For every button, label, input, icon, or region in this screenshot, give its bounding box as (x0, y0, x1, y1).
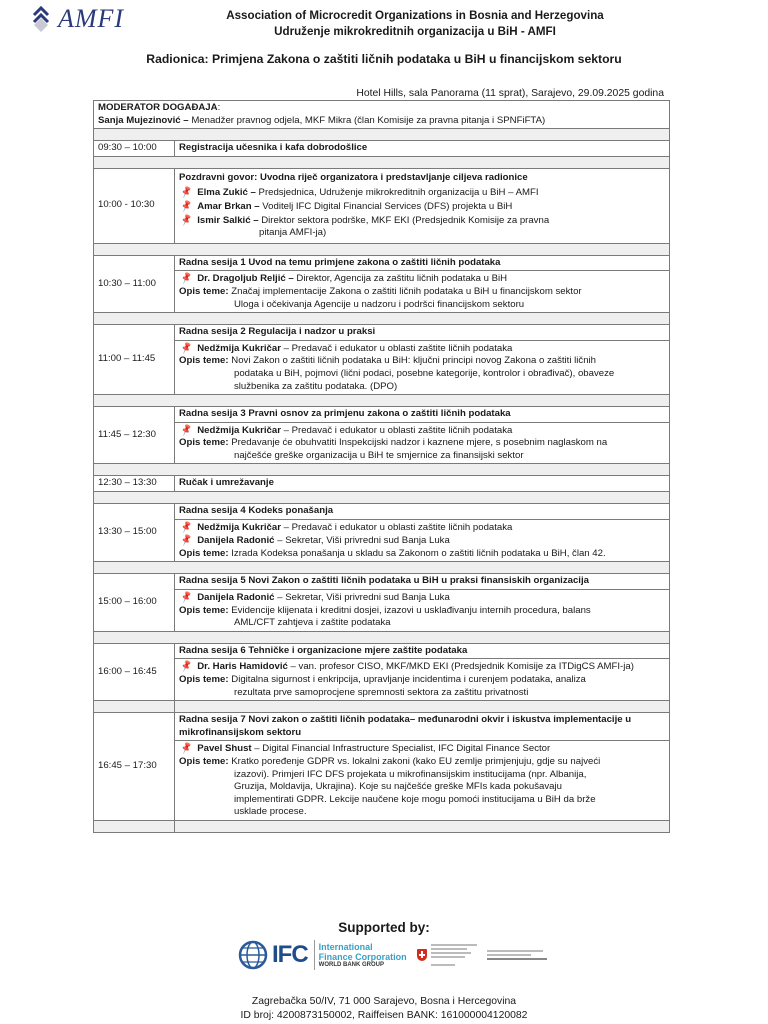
pushpin-icon: 📌 (179, 423, 194, 437)
moderator-name: Sanja Mujezinović – (98, 114, 189, 126)
session-5-details (94, 590, 670, 632)
footer (0, 995, 768, 1023)
moderator-row (94, 101, 670, 129)
topic-label: Opis teme: (179, 355, 229, 367)
speaker-role: – van. profesor CISO, MKF/MKD EKI (Predsjednik Komisije za ITDigCS AMFI-ja) (290, 661, 634, 673)
spacer-row (94, 313, 670, 325)
session-4-details (94, 519, 670, 562)
speaker-name: Ismir Salkić – (197, 214, 259, 226)
spacer-row (94, 820, 670, 832)
spacer-row (94, 243, 670, 255)
pushpin-icon: 📌 (179, 185, 194, 200)
time-cell: 09:30 – 10:00 (94, 141, 175, 157)
speaker-role: Predsjednica, Udruženje mikrokreditnih organizacija u BiH – AMFI (258, 187, 539, 199)
speaker-item (179, 272, 665, 286)
session-title: Radna sesija 3 Pravni osnov za primjenu zakona o zaštiti ličnih podataka (175, 407, 670, 423)
session-1-details (94, 271, 670, 313)
agenda-row-registration (94, 141, 670, 157)
topic-text: Gruzija, Moldavija, Ukrajina). Koje su najčešće greške MFIs kada pokušavaju (234, 781, 562, 793)
time-cell: 16:00 – 16:45 (94, 643, 175, 700)
topic-text: Uloga i očekivanja Agencije u nadzoru i podršci financijskom sektoru (234, 298, 525, 310)
pushpin-icon: 📌 (179, 659, 194, 674)
speaker-item (179, 742, 665, 756)
speaker-item (179, 342, 665, 356)
spacer-row (94, 701, 670, 713)
welcome-cell (175, 168, 670, 243)
ifc-name-line: International (318, 942, 373, 952)
speaker-name: Nedžmija Kukričar (197, 342, 281, 354)
pushpin-icon: 📌 (179, 590, 194, 604)
session-details-cell (175, 340, 670, 394)
topic-label: Opis teme: (179, 437, 229, 449)
speaker-name: Nedžmija Kukričar (197, 424, 281, 436)
agenda-row-session-5 (94, 574, 670, 590)
org-name-english: Association of Microcredit Organizations in Bosnia and Herzegovina (226, 9, 604, 22)
swiss-confederation-logo-text (431, 944, 477, 966)
speaker-item (179, 521, 665, 535)
topic-text: Novi Zakon o zaštiti ličnih podataka u BiH: ključni principi novog Zakona o zaštiti ličnih (231, 355, 597, 367)
session-title: Ručak i umrežavanje (175, 476, 670, 492)
speaker-name: Pavel Shust (197, 743, 252, 755)
ifc-globe-icon (238, 940, 268, 970)
spacer-row (94, 464, 670, 476)
topic-text: usklade procese. (234, 806, 307, 818)
ifc-logo-text: IFC (272, 941, 308, 968)
topic-text: Značaj implementacije Zakona o zaštiti ličnih podataka u BiH u financijskom sektor (231, 285, 582, 297)
session-title: Radna sesija 5 Novi Zakon o zaštiti ličnih podataka u BiH u praksi finansiskih organizacija (175, 574, 670, 590)
spacer-row (94, 562, 670, 574)
amfi-logo (30, 2, 180, 36)
org-name-local: Udruženje mikrokreditnih organizacija u BiH - AMFI (274, 25, 556, 38)
spacer-row (94, 156, 670, 168)
topic-text: najčešće greške organizacija u BiH te smjernice za finansijski sektor (234, 449, 524, 461)
speaker-role: – Digital Financial Infrastructure Specialist, IFC Digital Finance Sector (254, 743, 551, 755)
session-details-cell (175, 590, 670, 632)
workshop-title: Radionica: Primjena Zakona o zaštiti ličnih podataka u BiH u financijskom sektoru (146, 52, 622, 66)
time-cell: 15:00 – 16:00 (94, 574, 175, 631)
speaker-role: – Sekretar, Viši privredni sud Banja Luka (277, 535, 450, 547)
session-title: Radna sesija 6 Tehničke i organizacione mjere zaštite podataka (175, 643, 670, 659)
agenda-row-session-4 (94, 504, 670, 520)
pushpin-icon: 📌 (179, 271, 194, 285)
moderator-role: Menadžer pravnog odjela, MKF Mikra (član Komisije za pravna pitanja i SPNFiFTA) (191, 114, 546, 126)
amfi-logo-text: AMFI (58, 4, 125, 33)
speaker-item (179, 186, 665, 200)
speaker-role-continued: pitanja AMFI-ja) (259, 227, 327, 239)
session-details-cell (175, 741, 670, 821)
speaker-role: – Predavač i edukator u oblasti zaštite ličnih podataka (283, 424, 513, 436)
time-cell: 13:30 – 15:00 (94, 504, 175, 562)
pushpin-icon: 📌 (179, 212, 194, 227)
session-title: Pozdravni govor: Uvodna riječ organizatora i predstavljanje ciljeva radionice (179, 171, 528, 183)
speaker-role: – Predavač i edukator u oblasti zaštite ličnih podataka (283, 342, 513, 354)
topic-text: AML/CFT zahtjeva i zaštite podataka (234, 617, 391, 629)
speaker-item (179, 214, 665, 228)
session-details-cell (175, 659, 670, 701)
topic-text: implementirati GDPR. Lekcije naučene koje mogu pomoći institucijama u BiH da brže (234, 793, 596, 805)
pushpin-icon: 📌 (179, 533, 194, 547)
spacer-row (94, 631, 670, 643)
session-title: Radna sesija 2 Regulacija i nadzor u praksi (175, 325, 670, 341)
topic-label: Opis teme: (179, 604, 229, 616)
session-title: Registracija učesnika i kafa dobrodošlice (175, 141, 670, 157)
speaker-role: Voditelj IFC Digital Financial Services (DFS) projekta u BiH (262, 200, 513, 212)
speaker-name: Dr. Haris Hamidović (197, 661, 288, 673)
speaker-name: Danijela Radonić (197, 592, 275, 604)
spacer-row (94, 129, 670, 141)
agenda-row-lunch (94, 476, 670, 492)
topic-text: izazovi). Primjeri IFC DFS projekata u mikrofinansijskim institucijama (npr. Albanija, (234, 768, 587, 780)
speaker-role: Direktor, Agencija za zaštitu ličnih podataka u BiH (296, 273, 508, 285)
speaker-name: Nedžmija Kukričar (197, 521, 281, 533)
topic-label: Opis teme: (179, 547, 229, 559)
topic-text: Predavanje će obuhvatiti Inspekcijski nadzor i kaznene mjere, s posebnim naglaskom na (231, 437, 608, 449)
moderator-label: MODERATOR DOGAĐAJA (98, 102, 218, 113)
session-title: Radna sesija 1 Uvod na temu primjene zakona o zaštiti ličnih podataka (175, 255, 670, 271)
topic-label: Opis teme: (179, 285, 229, 297)
speaker-item (179, 424, 665, 438)
speaker-role: – Predavač i edukator u oblasti zaštite ličnih podataka (283, 521, 513, 533)
pushpin-icon: 📌 (179, 341, 194, 355)
speaker-item (179, 534, 665, 548)
session-details-cell (175, 271, 670, 313)
session-title: Radna sesija 4 Kodeks ponašanja (175, 504, 670, 520)
speaker-name: Elma Zukić – (197, 187, 256, 199)
agenda-table (93, 100, 670, 833)
spacer-row (94, 395, 670, 407)
footer-address: Zagrebačka 50/IV, 71 000 Sarajevo, Bosna i Hercegovina (251, 996, 517, 1007)
topic-label: Opis teme: (179, 674, 229, 685)
sponsor-logos (238, 935, 548, 975)
speaker-name: Dr. Dragoljub Reljić – (197, 273, 294, 285)
agenda-row-session-1 (94, 255, 670, 271)
agenda-row-session-7 (94, 713, 670, 741)
supported-by-label: Supported by: (338, 920, 430, 935)
session-title (175, 713, 670, 741)
organization-name (180, 8, 650, 40)
moderator-colon: : (217, 102, 221, 113)
pushpin-icon: 📌 (179, 199, 194, 213)
world-bank-group-label: WORLD BANK GROUP (318, 962, 385, 968)
agenda-row-session-3 (94, 407, 670, 423)
session-title-line: Radna sesija 7 Novi zakon o zaštiti ličnih podataka– međunarodni okvir i iskustva implementacije u (179, 714, 632, 726)
topic-text: rezultata prve samoprocjene spremnosti sektora za zaštitu privatnosti (234, 686, 529, 698)
topic-text: Izrada Kodeksa ponašanja u skladu sa Zakonom o zaštiti ličnih podataka u BiH, član 42. (231, 547, 606, 559)
ifc-full-name (319, 942, 407, 968)
footer-ids: ID broj: 4200873150002, Raiffeisen BANK: 161000004120082 (240, 1010, 528, 1021)
topic-text: Digitalna sigurnost i enkripcija, upravljanje incidentima i curenjem podataka, analiza (231, 674, 586, 685)
seco-logo-text (487, 950, 547, 960)
speaker-name: Amar Brkan – (197, 200, 260, 212)
session-details-cell (175, 422, 670, 464)
agenda-row-welcome (94, 168, 670, 243)
topic-text: službenika za zaštitu podataka. (DPO) (234, 380, 398, 392)
time-cell: 10:30 – 11:00 (94, 255, 175, 312)
session-title-line: mikrofinansijskom sektoru (179, 726, 302, 738)
agenda-row-session-2 (94, 325, 670, 341)
speaker-item (179, 660, 665, 674)
speaker-name: Danijela Radonić (197, 535, 275, 547)
topic-text: Evidencije klijenata i kreditni dosjei, izazovi u usklađivanju internih procedura, balans (231, 604, 591, 616)
pushpin-icon: 📌 (179, 741, 194, 756)
venue-date: Hotel Hills, sala Panorama (11 sprat), Sarajevo, 29.09.2025 godina (356, 88, 664, 99)
speaker-role: – Sekretar, Viši privredni sud Banja Luka (277, 592, 450, 604)
time-cell: 11:00 – 11:45 (94, 325, 175, 395)
logo-divider (314, 940, 315, 970)
topic-label: Opis teme: (179, 755, 229, 767)
topic-text: podataka u BiH, pojmovi (lični podaci, posebne kategorije, kontrolor i obrađivač), obaveze (234, 367, 615, 379)
speaker-item (179, 591, 665, 605)
moderator-cell (94, 101, 670, 129)
time-cell: 10:00 - 10:30 (94, 168, 175, 243)
session-3-details (94, 422, 670, 464)
pushpin-icon: 📌 (179, 520, 194, 534)
time-cell: 11:45 – 12:30 (94, 407, 175, 464)
agenda-row-session-6 (94, 643, 670, 659)
swiss-cross-icon (417, 949, 427, 961)
session-details-cell (175, 519, 670, 562)
topic-text: Kratko poređenje GDPR vs. lokalni zakoni (kako EU zemlje primjenjuju, gdje su najveći (231, 755, 601, 767)
session-2-details (94, 340, 670, 394)
session-7-details (94, 741, 670, 821)
session-6-details (94, 659, 670, 701)
speaker-item (179, 200, 665, 214)
speaker-role: Direktor sektora podrške, MKF EKI (Predsjednik Komisije za pravna (261, 214, 550, 226)
time-cell: 12:30 – 13:30 (94, 476, 175, 492)
ifc-name-line: Finance Corporation (318, 952, 407, 962)
amfi-logo-mark-icon (30, 5, 52, 33)
spacer-row (94, 492, 670, 504)
time-cell: 16:45 – 17:30 (94, 713, 175, 821)
